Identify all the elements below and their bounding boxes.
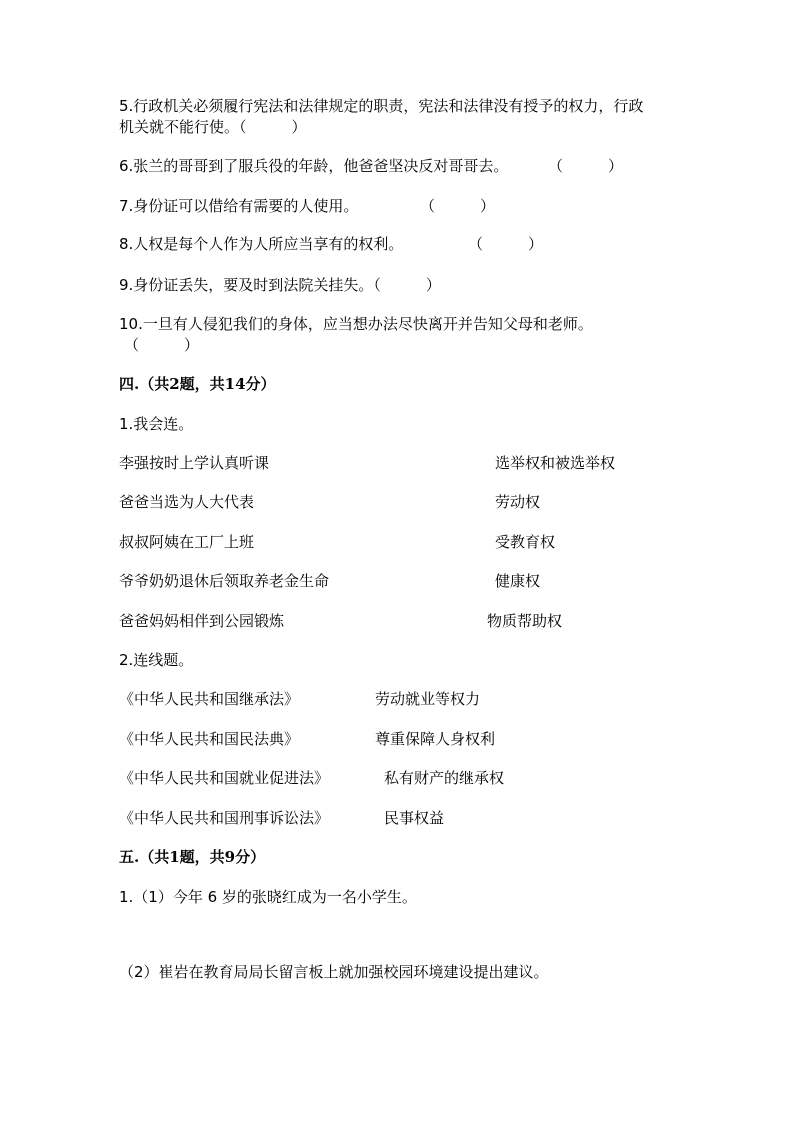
item-10-answer-paren[interactable]: （ ） [124,336,200,354]
item-10-line1: 10.一旦有人侵犯我们的身体，应当想办法尽快离开并告知父母和老师。 [119,315,593,333]
match-right-4[interactable]: 健康权 [495,572,541,590]
item-8-answer-paren[interactable]: （ ） [468,235,544,253]
item-6-answer-paren[interactable]: （ ） [548,157,624,175]
match-right-5[interactable]: 物质帮助权 [487,612,563,630]
item-8-text: 8.人权是每个人作为人所应当享有的权利。 [119,235,404,253]
law-left-4[interactable]: 《中华人民共和国刑事诉讼法》 [119,809,330,827]
match-left-1[interactable]: 李强按时上学认真听课 [119,454,270,472]
section-5-heading: 五.（共1题，共9分） [119,848,266,866]
item-9-text: 9.身份证丢失，要及时到法院关挂失。（ ） [119,276,441,294]
section-5-q1-part2: （2）崔岩在教育局局长留言板上就加强校园环境建设提出建议。 [119,963,549,981]
law-right-3[interactable]: 私有财产的继承权 [384,769,505,787]
item-5-line2: 机关就不能行使。（ ） [119,118,307,136]
item-7-answer-paren[interactable]: （ ） [420,197,496,215]
match-left-3[interactable]: 叔叔阿姨在工厂上班 [119,533,255,551]
match-left-2[interactable]: 爸爸当选为人大代表 [119,493,255,511]
item-7-text: 7.身份证可以借给有需要的人使用。 [119,197,359,215]
match-right-2[interactable]: 劳动权 [495,493,541,511]
law-right-2[interactable]: 尊重保障人身权利 [375,730,496,748]
section-4-heading: 四.（共2题，共14分） [119,375,276,393]
match-right-1[interactable]: 选举权和被选举权 [495,454,616,472]
match-left-4[interactable]: 爷爷奶奶退休后领取养老金生命 [119,572,330,590]
law-left-3[interactable]: 《中华人民共和国就业促进法》 [119,769,330,787]
q1-label: 1.我会连。 [119,415,194,433]
law-right-4[interactable]: 民事权益 [384,809,445,827]
match-left-5[interactable]: 爸爸妈妈相伴到公园锻炼 [119,612,285,630]
law-left-2[interactable]: 《中华人民共和国民法典》 [119,730,300,748]
item-5-line1: 5.行政机关必须履行宪法和法律规定的职责，宪法和法律没有授予的权力，行政 [119,97,644,115]
match-right-3[interactable]: 受教育权 [495,533,556,551]
section-5-q1-part1: 1.（1）今年 6 岁的张晓红成为一名小学生。 [119,888,417,906]
q2-label: 2.连线题。 [119,651,194,669]
item-6-text: 6.张兰的哥哥到了服兵役的年龄，他爸爸坚决反对哥哥去。 [119,157,509,175]
law-right-1[interactable]: 劳动就业等权力 [375,690,481,708]
law-left-1[interactable]: 《中华人民共和国继承法》 [119,690,300,708]
